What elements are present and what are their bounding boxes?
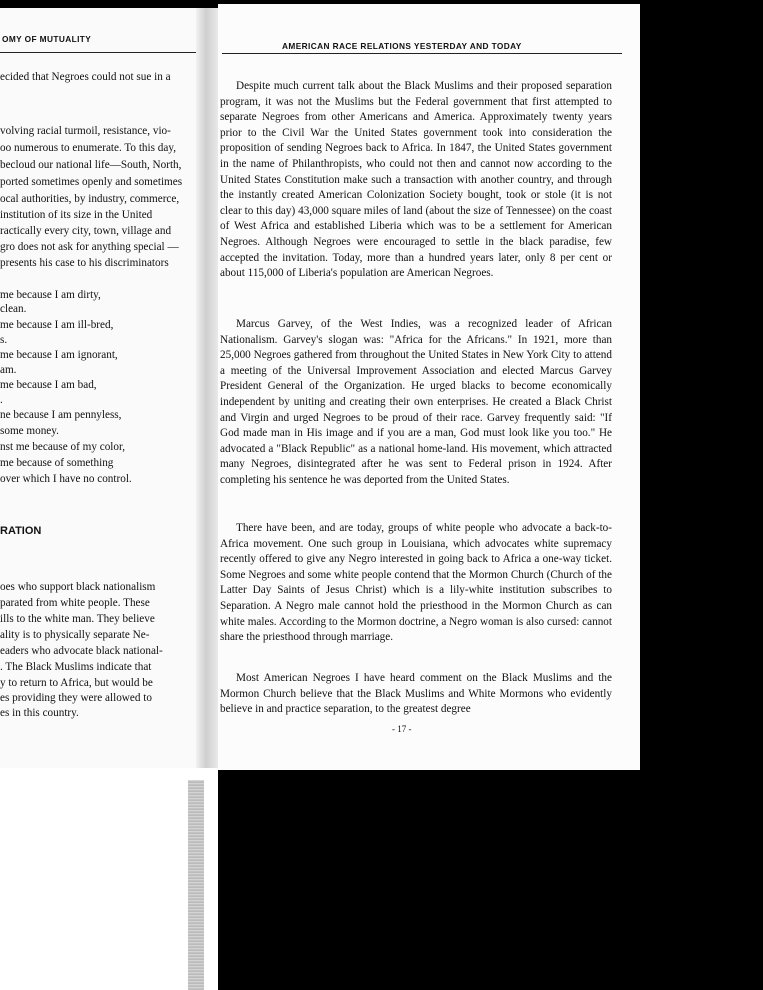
left-line: ills to the white man. They believe xyxy=(0,613,155,625)
poem-line: clean. xyxy=(0,303,27,315)
scan-margin xyxy=(0,768,218,990)
poem-line: over which I have no control. xyxy=(0,473,132,485)
poem-line: s. xyxy=(0,334,8,346)
body-paragraph: Marcus Garvey, of the West Indies, was a recognized leader of African Nationalism. Garvey's slogan was: "Africa for the Africans." In 1921, more than 25,000 Negroes gathered from throughout the United States in New York City to attend a meeting of the Universal Improvement Association and elected Marcus Garvey President General of the Organization. He urged blacks to become economically independent by uniting and creating their own enterprises. He created a Black Christ and Virgin and urged Negroes to be proud of their race. Garvey frequently said: "If God made man in His image and if you are a man, God must look like you too." He advocated a "Black Republic" as a national home-land. His movement, which attracted many Negroes, disintegrated after he was sent to Federal prison in 1924. After completing his sentence he was deported from the United States. xyxy=(220,318,612,486)
left-line: y to return to Africa, but would be xyxy=(0,677,153,689)
left-line: ocal authorities, by industry, commerce, xyxy=(0,193,180,205)
left-line: ecided that Negroes could not sue in a xyxy=(0,71,171,83)
left-page xyxy=(0,8,218,768)
left-line: gro does not ask for anything special — xyxy=(0,241,179,253)
poem-line: nst me because of my color, xyxy=(0,441,126,453)
left-line: institution of its size in the United xyxy=(0,209,153,221)
poem-line: me because of something xyxy=(0,457,114,469)
poem-line: me because I am dirty, xyxy=(0,289,101,301)
right-running-header: AMERICAN RACE RELATIONS YESTERDAY AND TODAY xyxy=(282,41,522,51)
left-line: es in this country. xyxy=(0,707,79,719)
left-line: . The Black Muslims indicate that xyxy=(0,661,152,673)
left-line: volving racial turmoil, resistance, vio- xyxy=(0,125,171,137)
body-paragraph: Most American Negroes I have heard comment on the Black Muslims and the Mormon Church believe that the Black Muslims and White Mormons who evidently believe in and practice separation, to the greatest degree xyxy=(220,672,612,716)
body-paragraph: Despite much current talk about the Black Muslims and their proposed separation program, it was not the Muslims but the Federal government that first attempted to separate Negroes from other Americans and America. Approximately twenty years prior to the Civil War the United States government took into consideration the proposition of sending Negroes back to Africa. In 1847, the United States government in the name of Philanthropists, who could not then and cannot now according to the United States Constitution make such a transaction with another country, and through the instantly created American Colonization Society bought, took or stole (it is not clear to this day) 43,000 square miles of land (about the size of Tennessee) on the coast of West Africa and established Liberia which was to be a settlement for American Negroes. Although Negroes were encouraged to settle in the black paradise, few accepted the invitation. Today, more than a hundred years later, only 8 per cent or about 115,000 of Liberia's population are American Negroes. xyxy=(220,80,612,280)
left-line: es providing they were allowed to xyxy=(0,692,152,704)
poem-line: me because I am bad, xyxy=(0,379,97,391)
poem-line: me because I am ignorant, xyxy=(0,349,118,361)
poem-line: . xyxy=(0,394,3,406)
left-line: oes who support black nationalism xyxy=(0,581,156,593)
poem-line: some money. xyxy=(0,425,59,437)
left-line: oo numerous to enumerate. To this day, xyxy=(0,142,177,154)
left-line: ality is to physically separate Ne- xyxy=(0,629,150,641)
section-heading: RATION xyxy=(0,525,42,537)
left-running-header: OMY OF MUTUALITY xyxy=(2,34,92,44)
left-line: presents his case to his discriminators xyxy=(0,257,169,269)
left-line: parated from white people. These xyxy=(0,597,150,609)
left-header-rule xyxy=(0,52,214,53)
book-binding xyxy=(188,780,204,990)
poem-line: me because I am ill-bred, xyxy=(0,319,114,331)
poem-line: am. xyxy=(0,364,17,376)
right-header-rule xyxy=(222,53,622,54)
left-line: ported sometimes openly and sometimes xyxy=(0,176,183,188)
left-line: becloud our national life—South, North, xyxy=(0,159,182,171)
right-page xyxy=(218,4,640,770)
page-number: - 17 - xyxy=(392,724,412,734)
poem-line: ne because I am pennyless, xyxy=(0,409,122,421)
left-line: ractically every city, town, village and xyxy=(0,225,172,237)
left-line: eaders who advocate black national- xyxy=(0,645,163,657)
body-paragraph: There have been, and are today, groups of white people who advocate a back-to-Africa movement. One such group in Louisiana, which advocates white supremacy recently offered to give any Negro interested in going back to Africa a one-way ticket. Some Negroes and some white people contend that the Mormon Church (Church of the Latter Day Saints of Jesus Christ) which is a lily-white institution subscribes to Separation. A Negro male cannot hold the priesthood in the Mormon Church as can white males. According to the Mormon doctrine, a Negro woman is also cursed: cannot share the priesthood through marriage. xyxy=(220,522,612,644)
